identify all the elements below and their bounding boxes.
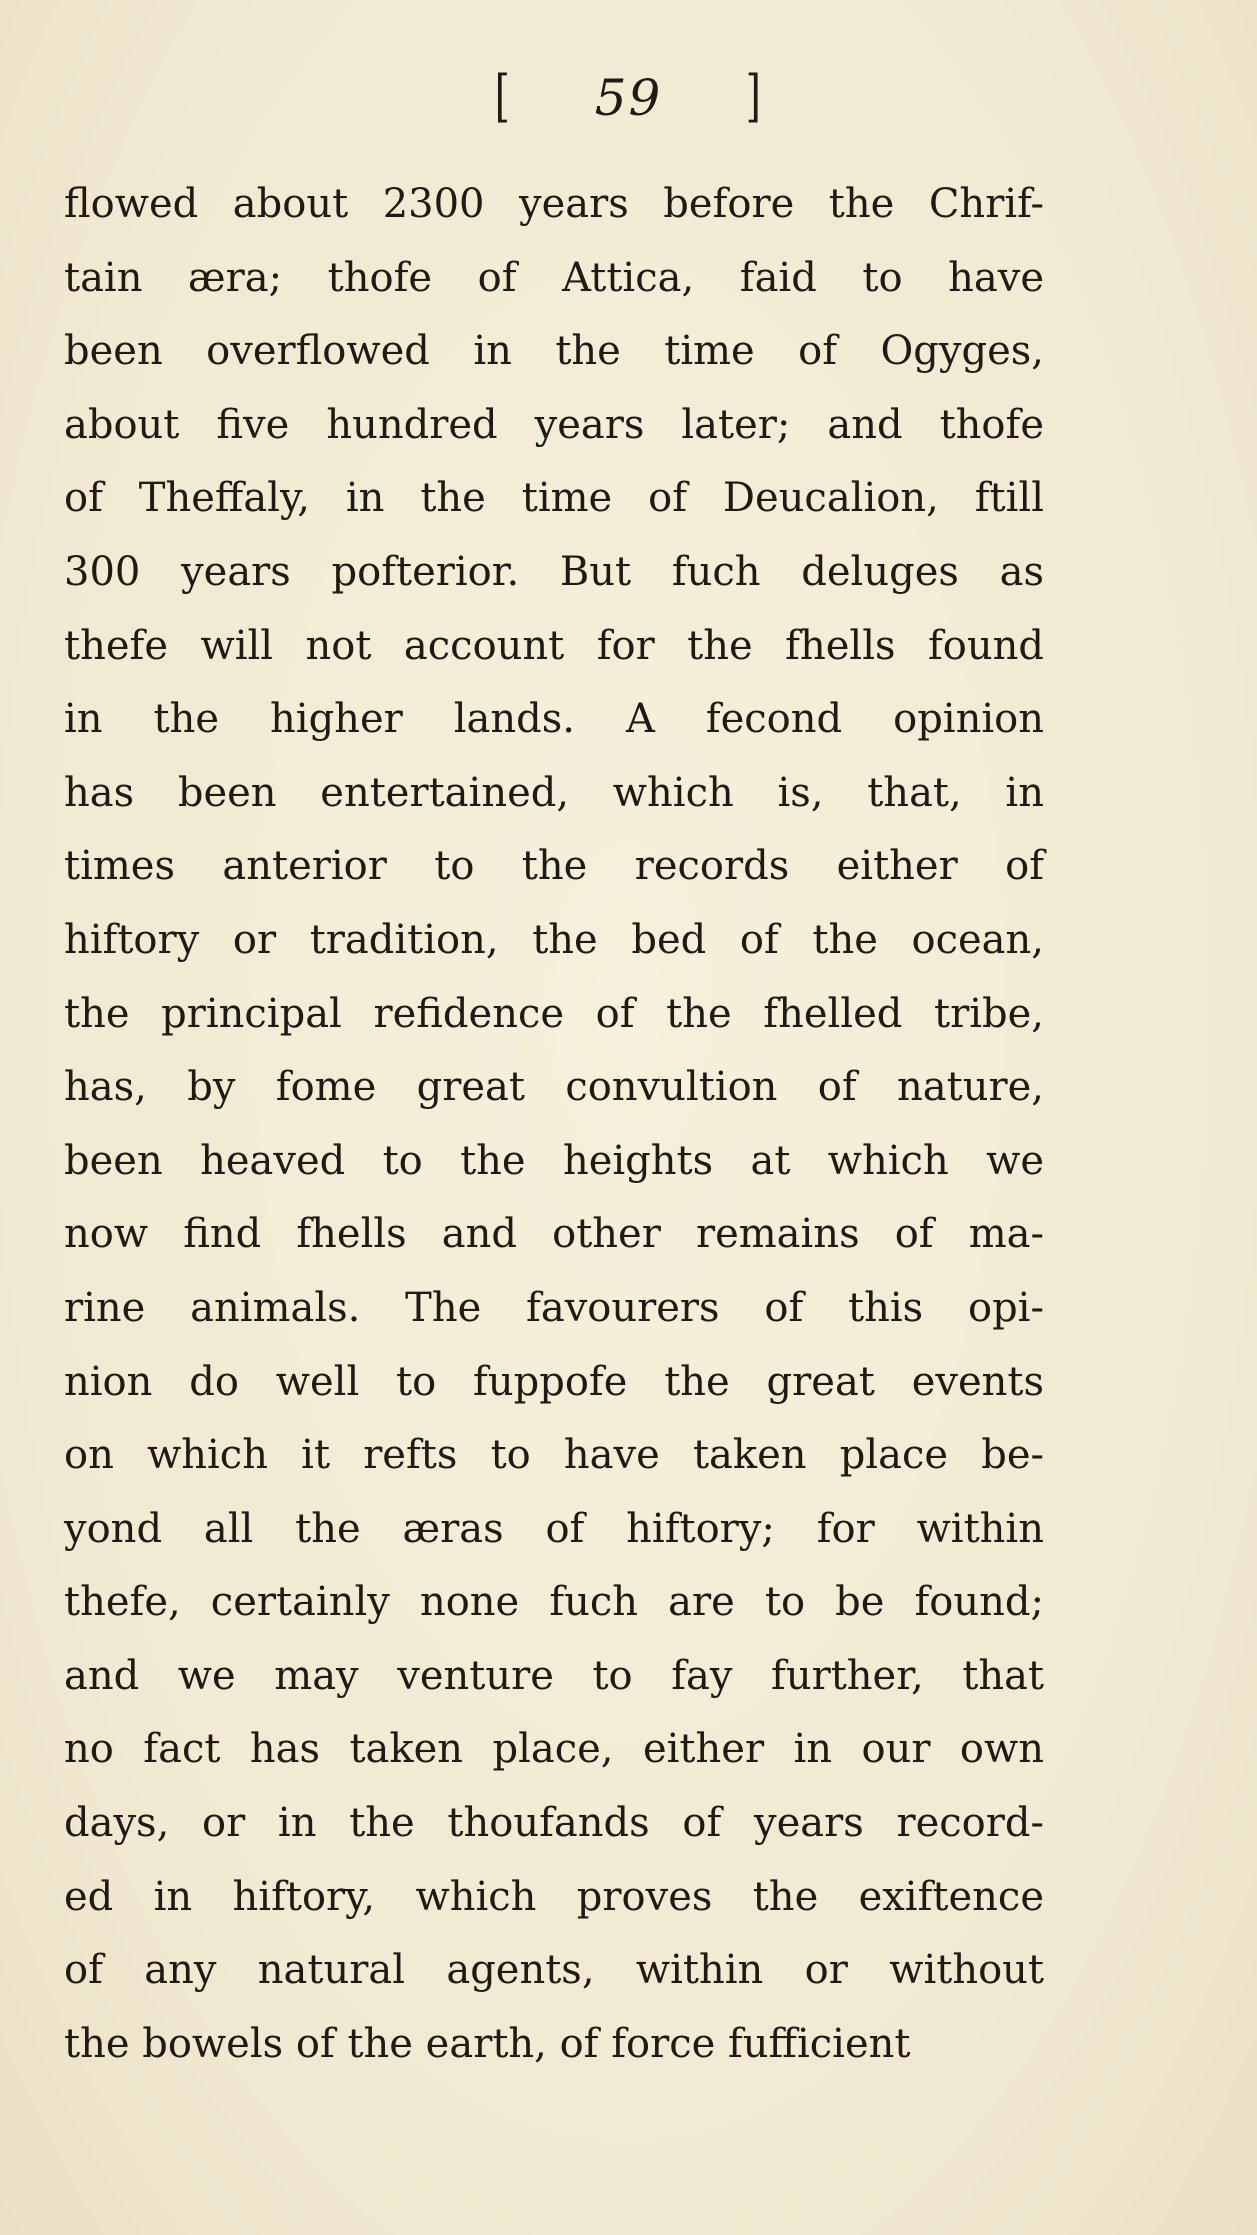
- text-line: thefe will not account for the fhells found: [64, 622, 1044, 669]
- body-text: [64, 168, 1044, 2081]
- text-line: about five hundred years later; and thofe: [64, 401, 1044, 448]
- text-line: of any natural agents, within or without: [64, 1947, 1044, 1994]
- text-line: nion do well to fuppofe the great events: [64, 1358, 1044, 1405]
- text-line: the bowels of the earth, of force fufficient: [64, 2020, 911, 2067]
- text-line: thefe, certainly none fuch are to be found;: [64, 1579, 1044, 1626]
- text-line: has been entertained, which is, that, in: [64, 769, 1044, 816]
- text-line: hiftory or tradition, the bed of the ocean,: [64, 916, 1044, 963]
- text-line: the principal refidence of the fhelled tribe,: [64, 990, 1044, 1037]
- text-line: and we may venture to fay further, that: [64, 1652, 1044, 1699]
- text-line: times anterior to the records either of: [64, 843, 1044, 890]
- right-bracket: ]: [745, 64, 763, 129]
- text-line: days, or in the thoufands of years record-: [64, 1800, 1044, 1847]
- text-line: no fact has taken place, either in our own: [64, 1726, 1044, 1773]
- text-line: been heaved to the heights at which we: [64, 1137, 1044, 1184]
- text-line: now find fhells and other remains of ma-: [64, 1211, 1044, 1258]
- text-line: yond all the æras of hiftory; for within: [64, 1505, 1044, 1552]
- text-line: flowed about 2300 years before the Chrif-: [64, 181, 1044, 227]
- left-bracket: [: [494, 64, 512, 129]
- page-header: [0, 62, 1257, 133]
- text-line: ed in hiftory, which proves the exiftence: [64, 1873, 1044, 1920]
- text-line: on which it refts to have taken place be-: [64, 1432, 1044, 1479]
- text-line: been overflowed in the time of Ogyges,: [64, 328, 1044, 375]
- text-line: of Theffaly, in the time of Deucalion, ftill: [64, 475, 1044, 522]
- text-line: 300 years pofterior. But fuch deluges as: [64, 548, 1044, 595]
- page-number: 59: [594, 69, 663, 127]
- text-line: in the higher lands. A fecond opinion: [64, 696, 1044, 743]
- text-line: rine animals. The favourers of this opi-: [64, 1284, 1044, 1331]
- text-line: tain æra; thofe of Attica, faid to have: [64, 254, 1044, 301]
- text-line: has, by fome great convultion of nature,: [64, 1064, 1044, 1111]
